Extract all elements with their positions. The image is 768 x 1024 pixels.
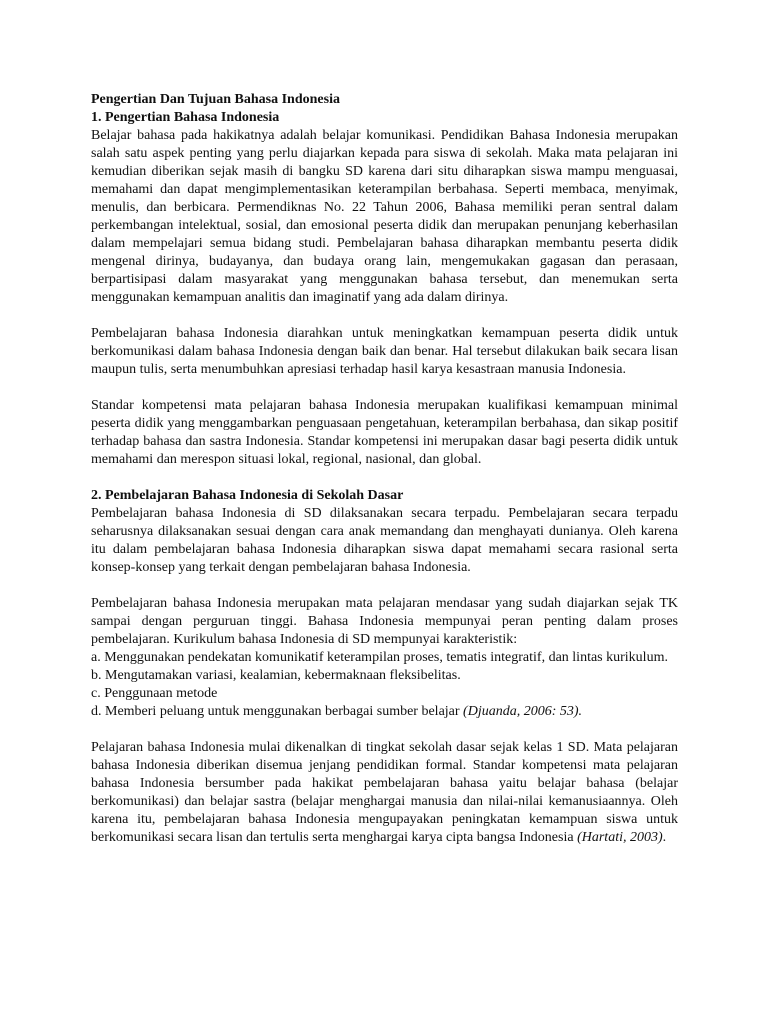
paragraph-gap	[91, 721, 678, 739]
section-2-paragraph-3	[91, 739, 678, 847]
list-item: a. Menggunakan pendekatan komunikatif keterampilan proses, tematis integratif, dan lintas kurikulum.	[91, 650, 668, 665]
section-1-paragraph-1: Belajar bahasa pada hakikatnya adalah belajar komunikasi. Pendidikan Bahasa Indonesia merupakan salah satu aspek penting yang perlu diajarkan kepada para siswa di sekolah. Maka mata pelajaran ini kemudian diberikan sejak masih di bangku SD karena dari situ diharapkan siswa mampu menguasai, memahami dan dapat mengimplementasikan keterampilan berbahasa. Seperti membaca, menyimak, menulis, dan berbicara. Permendiknas No. 22 Tahun 2006, Bahasa memiliki peran sentral dalam perkembangan intelektual, sosial, dan emosional peserta didik dan merupakan penunjang keberhasilan dalam mempelajari semua bidang studi. Pembelajaran bahasa diharapkan membantu peserta didik mengenal dirinya, budayanya, dan budaya orang lain, mengemukakan gagasan dan perasaan, berpartisipasi dalam masyarakat yang menggunakan bahasa tersebut, dan menemukan serta menggunakan kemampuan analitis dan imaginatif yang ada dalam dirinya.	[91, 128, 678, 305]
list-item: c. Penggunaan metode	[91, 686, 218, 701]
paragraph-end: .	[662, 830, 667, 845]
section-2-paragraph-2: Pembelajaran bahasa Indonesia merupakan mata pelajaran mendasar yang sudah diajarkan sejak TK sampai dengan perguruan tinggi. Bahasa Indonesia mempunyai peran penting dalam proses pembelajaran. Kurikulum bahasa Indonesia di SD mempunyai karakteristik:	[91, 596, 678, 647]
list-item: b. Mengutamakan variasi, kealamian, kebermaknaan fleksibelitas.	[91, 668, 461, 683]
characteristics-list	[91, 649, 678, 721]
list-item-text: d. Memberi peluang untuk menggunakan berbagai sumber belajar	[91, 704, 460, 719]
section-2-paragraph-1: Pembelajaran bahasa Indonesia di SD dilaksanakan secara terpadu. Pembelajaran secara terpadu seharusnya dilaksanakan sesuai dengan cara anak memandang dan menghayati dunianya. Oleh karena itu dalam pembelajaran bahasa Indonesia diharapkan siswa dapat memahami secara rasional serta konsep-konsep yang terkait dengan pembelajaran bahasa Indonesia.	[91, 506, 678, 575]
paragraph-text: Pelajaran bahasa Indonesia mulai dikenalkan di tingkat sekolah dasar sejak kelas 1 SD. Mata pelajaran bahasa Indonesia diberikan disemua jenjang pendidikan formal. Standar kompetensi mata pelajaran bahasa Indonesia bersumber pada hakikat pembelajaran bahasa yaitu belajar bahasa (belajar berkomunikasi) dan belajar sastra (belajar menghargai manusia dan nilai-nilai kemanusiaannya. Oleh karena itu, pembelajaran bahasa Indonesia mengupayakan peningkatan kemampuan siswa untuk berkomunikasi secara lisan dan tertulis serta menghargai karya cipta bangsa Indonesia	[91, 740, 678, 845]
paragraph-gap	[91, 577, 678, 595]
citation: (Hartati, 2003)	[577, 830, 663, 845]
document-page	[91, 91, 678, 847]
paragraph-gap	[91, 469, 678, 487]
section-2-heading: 2. Pembelajaran Bahasa Indonesia di Sekolah Dasar	[91, 488, 404, 503]
paragraph-gap	[91, 379, 678, 397]
section-1-paragraph-2: Pembelajaran bahasa Indonesia diarahkan untuk meningkatkan kemampuan peserta didik untuk berkomunikasi dalam bahasa Indonesia dengan baik dan benar. Hal tersebut dilakukan baik secara lisan maupun tulis, serta menumbuhkan apresiasi terhadap hasil karya kesastraan manusia Indonesia.	[91, 326, 678, 377]
document-title: Pengertian Dan Tujuan Bahasa Indonesia	[91, 92, 340, 107]
paragraph-gap	[91, 307, 678, 325]
list-item	[91, 703, 678, 721]
section-1-heading: 1. Pengertian Bahasa Indonesia	[91, 110, 280, 125]
citation: (Djuanda, 2006: 53).	[463, 704, 583, 719]
section-1-paragraph-3: Standar kompetensi mata pelajaran bahasa Indonesia merupakan kualifikasi kemampuan minimal peserta didik yang menggambarkan penguasaan pengetahuan, keterampilan berbahasa, dan sikap positif terhadap bahasa dan sastra Indonesia. Standar kompetensi ini merupakan dasar bagi peserta didik untuk memahami dan merespon situasi lokal, regional, nasional, dan global.	[91, 398, 678, 467]
